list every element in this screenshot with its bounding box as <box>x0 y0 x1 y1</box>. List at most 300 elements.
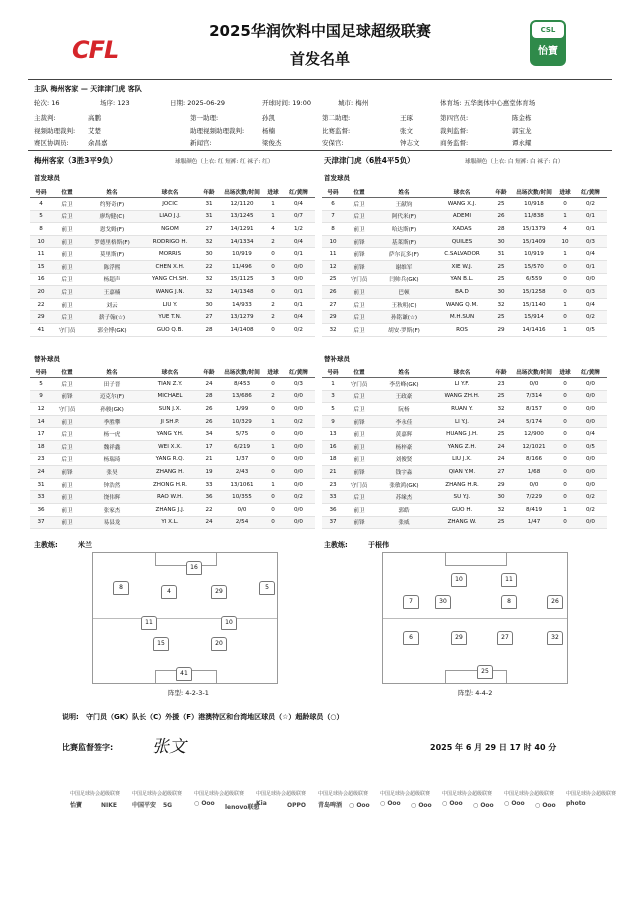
player-cell: 4 <box>556 223 574 236</box>
home-coach-label: 主教练: <box>34 541 58 549</box>
player-cell: 陈浮熙 <box>82 260 142 273</box>
sponsor-logo: 中国平安 <box>132 802 157 809</box>
player-cell: 前锋 <box>344 235 374 248</box>
player-cell: 张敏鸿(GK) <box>374 478 434 491</box>
player-cell: 14/1334 <box>220 235 264 248</box>
player-cell: 0/0 <box>574 453 607 466</box>
player-row <box>30 260 315 273</box>
player-cell: SUN J.X. <box>142 403 198 416</box>
player-row <box>322 453 607 466</box>
player-shirt: 16 <box>186 561 202 575</box>
official-name: 高鹏 <box>88 114 101 122</box>
player-cell: 8 <box>322 223 344 236</box>
player-cell: 33 <box>322 491 344 504</box>
player-cell: 0/4 <box>282 311 315 324</box>
player-cell: 15/1125 <box>220 273 264 286</box>
player-cell: 31 <box>198 198 220 211</box>
player-cell: 34 <box>198 428 220 441</box>
player-cell: 8 <box>30 223 52 236</box>
column-header: 年龄 <box>198 186 220 198</box>
player-row <box>322 248 607 261</box>
player-row <box>30 248 315 261</box>
player-cell: 前卫 <box>344 223 374 236</box>
player-cell: 1 <box>264 210 282 223</box>
player-cell: 0/0 <box>282 390 315 403</box>
player-cell: 前锋 <box>52 466 82 479</box>
player-cell: 15/1258 <box>512 286 556 299</box>
player-row <box>30 210 315 223</box>
player-cell: 22 <box>198 503 220 516</box>
player-cell: 30 <box>490 286 512 299</box>
player-cell: 18 <box>30 440 52 453</box>
away-subs-table <box>322 366 607 529</box>
player-cell: 0/2 <box>282 323 315 336</box>
player-cell: 32 <box>490 298 512 311</box>
signature-label: 比赛监督签字: <box>62 743 114 752</box>
player-cell: ZHANG H. <box>142 466 198 479</box>
player-cell: 8/166 <box>512 453 556 466</box>
player-cell: 1/37 <box>220 453 264 466</box>
player-cell: GUO Q.B. <box>142 323 198 336</box>
player-row <box>322 428 607 441</box>
player-cell: 1 <box>264 478 282 491</box>
player-cell: 0 <box>556 466 574 479</box>
official-name: 孙凯 <box>262 114 275 122</box>
legend-text: 守门员（GK）队长（C）外援（F）港澳特区和台湾地区球员（☆）超龄球员（○） <box>86 713 344 721</box>
player-cell: 0/0 <box>282 428 315 441</box>
player-row <box>322 286 607 299</box>
player-cell: 11 <box>322 248 344 261</box>
player-cell: 前卫 <box>344 453 374 466</box>
column-header: 号码 <box>322 186 344 198</box>
player-cell: 王政豪 <box>374 390 434 403</box>
player-row <box>30 223 315 236</box>
player-row <box>322 478 607 491</box>
player-cell: 37 <box>322 516 344 529</box>
signature: 张文 <box>152 737 186 757</box>
official-role: 安保官: <box>322 139 344 147</box>
player-cell: 前卫 <box>344 428 374 441</box>
player-cell: 0/0 <box>282 440 315 453</box>
player-cell: 0 <box>556 403 574 416</box>
player-cell: 22 <box>30 298 52 311</box>
player-cell: 14/1408 <box>220 323 264 336</box>
home-starters-table <box>30 186 315 337</box>
player-cell: 0/2 <box>282 415 315 428</box>
player-row <box>30 298 315 311</box>
player-cell: 2 <box>264 390 282 403</box>
player-cell: 后卫 <box>52 440 82 453</box>
player-cell: 0/1 <box>574 223 607 236</box>
player-cell: 1 <box>556 323 574 336</box>
player-cell: 32 <box>198 235 220 248</box>
sponsor-logo: ○ Ooo <box>473 802 494 809</box>
player-cell: YANG Y.H. <box>142 428 198 441</box>
player-row <box>322 378 607 391</box>
player-cell: 前卫 <box>52 478 82 491</box>
player-cell: 守门员 <box>52 323 82 336</box>
player-cell: 26 <box>198 415 220 428</box>
player-cell: 罗德里格斯(F) <box>82 235 142 248</box>
player-cell: 0/3 <box>574 235 607 248</box>
player-cell: 9 <box>322 415 344 428</box>
player-row <box>30 273 315 286</box>
player-cell: 1 <box>264 198 282 211</box>
player-cell: RAO W.H. <box>142 491 198 504</box>
player-cell: 1/2 <box>282 223 315 236</box>
player-cell: 胡安·罗斯(F) <box>374 323 434 336</box>
player-cell: 0/0 <box>512 478 556 491</box>
player-cell: 李岳峰(GK) <box>374 378 434 391</box>
column-header: 出场次数/时间 <box>220 366 264 378</box>
player-cell: 0 <box>264 491 282 504</box>
sponsor-logo: OPPO <box>287 802 306 809</box>
player-cell: 阮杨 <box>374 403 434 416</box>
player-cell: 后卫 <box>52 198 82 211</box>
player-cell: 后卫 <box>344 298 374 311</box>
player-cell: 14/1291 <box>220 223 264 236</box>
player-row <box>322 403 607 416</box>
csl-logo <box>530 20 566 66</box>
player-cell: 守门员 <box>344 273 374 286</box>
official-role: 助理视频助理裁判: <box>190 126 245 135</box>
player-cell: 0/0 <box>282 503 315 516</box>
player-cell: 32 <box>322 323 344 336</box>
player-cell: 后卫 <box>52 378 82 391</box>
player-cell: 27 <box>198 311 220 324</box>
player-cell: 28 <box>198 390 220 403</box>
column-header: 年龄 <box>490 366 512 378</box>
column-header: 进球 <box>264 366 282 378</box>
player-cell: 19 <box>198 466 220 479</box>
player-cell: 0 <box>264 503 282 516</box>
player-cell: 哈达斯(F) <box>374 223 434 236</box>
sponsor-caption: 中国足球协会超级联赛 <box>442 791 493 797</box>
player-cell: GUO H. <box>434 503 490 516</box>
player-cell: LIU Y. <box>142 298 198 311</box>
player-cell: 5/174 <box>512 415 556 428</box>
player-cell: 0 <box>264 428 282 441</box>
player-cell: 前卫 <box>52 248 82 261</box>
player-cell: 阿代米(F) <box>374 210 434 223</box>
player-cell: 8/419 <box>512 503 556 516</box>
official-name: 艾楚 <box>88 126 101 135</box>
home-starters-label: 首发球员 <box>34 174 60 182</box>
player-cell: 21 <box>322 466 344 479</box>
player-cell: 杨超声 <box>82 273 142 286</box>
column-header: 姓名 <box>82 366 142 378</box>
player-cell: 29 <box>490 323 512 336</box>
penalty-box <box>445 670 507 683</box>
legend-label: 说明: <box>62 713 79 721</box>
player-shirt: 26 <box>547 595 563 609</box>
player-cell: 24 <box>490 453 512 466</box>
player-row <box>322 298 607 311</box>
player-cell: 0/0 <box>574 415 607 428</box>
player-cell: 前卫 <box>52 235 82 248</box>
player-cell: 26 <box>322 286 344 299</box>
player-row <box>322 503 607 516</box>
official-name: 张文 <box>400 126 413 135</box>
player-cell: 0 <box>556 390 574 403</box>
sponsor-logo: ○ Ooo <box>504 800 525 807</box>
player-cell: 约努奇(F) <box>82 198 142 211</box>
column-header: 位置 <box>52 366 82 378</box>
player-cell: WANG X.J. <box>434 198 490 211</box>
player-row <box>30 390 315 403</box>
player-cell: 10/919 <box>512 248 556 261</box>
player-row <box>322 440 607 453</box>
official-name: 郭宝龙 <box>512 126 532 135</box>
player-cell: 闫帅兵(GK) <box>374 273 434 286</box>
player-cell: LIAO J.J. <box>142 210 198 223</box>
column-header: 位置 <box>344 186 374 198</box>
player-cell: 29 <box>322 311 344 324</box>
player-cell: 0 <box>556 415 574 428</box>
player-cell: 2/54 <box>220 516 264 529</box>
player-cell: 0/3 <box>282 378 315 391</box>
player-shirt: 7 <box>403 595 419 609</box>
player-cell: 后卫 <box>52 210 82 223</box>
player-cell: 前锋 <box>344 516 374 529</box>
player-cell: 0/0 <box>574 466 607 479</box>
player-cell: 41 <box>30 323 52 336</box>
player-cell: 0 <box>556 260 574 273</box>
city: 城市: 梅州 <box>338 99 369 107</box>
player-cell: 易县龙 <box>82 516 142 529</box>
player-cell: 迈克尔(F) <box>82 390 142 403</box>
player-cell: 前卫 <box>52 503 82 516</box>
home-subs-table <box>30 366 315 529</box>
player-row <box>30 466 315 479</box>
player-cell: ZHANG J.J. <box>142 503 198 516</box>
player-cell: 孙骏(GK) <box>82 403 142 416</box>
player-cell: 0/0 <box>282 466 315 479</box>
player-cell: 0/0 <box>282 478 315 491</box>
divider <box>28 79 612 80</box>
player-cell: 张家杰 <box>82 503 142 516</box>
player-shirt: 29 <box>211 585 227 599</box>
player-cell: 1 <box>264 440 282 453</box>
player-cell: ADEMI <box>434 210 490 223</box>
player-cell: 季胜攀 <box>82 415 142 428</box>
player-cell: ROS <box>434 323 490 336</box>
official-role: 商务监督: <box>440 139 469 147</box>
official-name: 杨楠 <box>262 126 275 135</box>
player-cell: 28 <box>490 223 512 236</box>
player-cell: 前卫 <box>52 516 82 529</box>
player-cell: 25 <box>490 311 512 324</box>
player-cell: 24 <box>490 415 512 428</box>
player-cell: 31 <box>490 248 512 261</box>
column-header: 红/黄牌 <box>282 186 315 198</box>
player-cell: 0 <box>556 491 574 504</box>
player-cell: SU Y.J. <box>434 491 490 504</box>
column-header: 红/黄牌 <box>574 366 607 378</box>
player-cell: M.H.SUN <box>434 311 490 324</box>
player-cell: 16 <box>322 440 344 453</box>
player-row <box>30 378 315 391</box>
player-cell: 37 <box>30 516 52 529</box>
player-cell: 前卫 <box>52 298 82 311</box>
player-shirt: 15 <box>153 637 169 651</box>
player-cell: YI X.L. <box>142 516 198 529</box>
sponsor-logo: ○ Ooo <box>349 802 370 809</box>
halfway-line <box>383 618 567 619</box>
player-cell: 0 <box>556 516 574 529</box>
away-coach: 于根伟 <box>368 541 389 549</box>
player-cell: 0/0 <box>282 273 315 286</box>
player-cell: 张昊 <box>82 466 142 479</box>
player-cell: 3 <box>264 273 282 286</box>
player-cell: 前锋 <box>52 390 82 403</box>
player-row <box>322 466 607 479</box>
player-cell: MORRIS <box>142 248 198 261</box>
player-cell: XIE W.J. <box>434 260 490 273</box>
player-shirt: 10 <box>221 616 237 630</box>
official-name: 梁俊杰 <box>262 139 282 147</box>
player-cell: 0 <box>264 248 282 261</box>
player-row <box>30 286 315 299</box>
player-row <box>30 491 315 504</box>
player-cell: 15/1379 <box>512 223 556 236</box>
column-header: 球衣名 <box>434 366 490 378</box>
match-number: 场序: 123 <box>100 99 130 107</box>
player-cell: 0 <box>556 198 574 211</box>
sponsor-logo: 怡寶 <box>70 802 83 809</box>
player-cell: 前卫 <box>52 223 82 236</box>
player-cell: 前锋 <box>344 260 374 273</box>
official-role: 视频助理裁判: <box>34 126 76 135</box>
column-header: 球衣名 <box>142 366 198 378</box>
csl-logo-text: 怡寶 <box>538 46 558 57</box>
player-cell: 0 <box>556 311 574 324</box>
column-header: 进球 <box>264 186 282 198</box>
player-shirt: 8 <box>501 595 517 609</box>
player-cell: 23 <box>322 478 344 491</box>
player-cell: YANG CH.SH. <box>142 273 198 286</box>
player-row <box>30 428 315 441</box>
player-row <box>30 323 315 336</box>
player-cell: 24 <box>490 440 512 453</box>
player-cell: 12 <box>322 260 344 273</box>
player-cell: 29 <box>490 478 512 491</box>
away-team-name: 天津津门虎（6胜4平5负） <box>324 156 415 165</box>
player-cell: 13/1245 <box>220 210 264 223</box>
official-name: 王琢 <box>400 114 413 122</box>
player-cell: 24 <box>30 466 52 479</box>
player-cell: 巴顿 <box>374 286 434 299</box>
player-cell: 黄嘉辉 <box>374 428 434 441</box>
player-cell: 0/1 <box>574 210 607 223</box>
home-subs-label: 替补球员 <box>34 355 60 363</box>
player-cell: 1 <box>556 210 574 223</box>
player-cell: 0/0 <box>574 378 607 391</box>
player-cell: 0/2 <box>574 503 607 516</box>
player-cell: 5 <box>322 403 344 416</box>
player-cell: 28 <box>198 323 220 336</box>
player-cell: 24 <box>198 516 220 529</box>
player-cell: 30 <box>198 298 220 311</box>
player-cell: 0/1 <box>574 260 607 273</box>
player-cell: ZHANG H.R. <box>434 478 490 491</box>
player-cell: 0 <box>556 440 574 453</box>
player-cell: 10/355 <box>220 491 264 504</box>
player-cell: 0/0 <box>574 403 607 416</box>
page-subtitle: 首发名单 <box>289 50 350 68</box>
player-cell: QUILES <box>434 235 490 248</box>
away-starters-table <box>322 186 607 337</box>
official-role: 第四官员: <box>440 114 469 122</box>
column-header: 球衣名 <box>142 186 198 198</box>
player-cell: WANG J.N. <box>142 286 198 299</box>
player-cell: 36 <box>30 503 52 516</box>
player-cell: 15/1140 <box>512 298 556 311</box>
round-label: 轮次: 16 <box>34 99 60 107</box>
player-cell: 杨梓豪 <box>374 440 434 453</box>
player-cell: 26 <box>490 210 512 223</box>
column-header: 红/黄牌 <box>282 366 315 378</box>
player-cell: 26 <box>198 403 220 416</box>
player-cell: LI Y.F. <box>434 378 490 391</box>
player-cell: 36 <box>198 491 220 504</box>
official-role: 赛区协调员: <box>34 139 69 147</box>
player-cell: 0 <box>556 378 574 391</box>
player-cell: MICHAEL <box>142 390 198 403</box>
away-subs-label: 替补球员 <box>324 355 350 363</box>
player-row <box>322 323 607 336</box>
player-cell: 32 <box>198 273 220 286</box>
player-cell: 0/1 <box>282 286 315 299</box>
sponsor-logo: ○ Ooo <box>442 800 463 807</box>
column-header: 姓名 <box>82 186 142 198</box>
player-cell: 32 <box>490 403 512 416</box>
player-cell: 萨尔瓦多(F) <box>374 248 434 261</box>
player-cell: 13/1061 <box>220 478 264 491</box>
player-cell: 0 <box>264 403 282 416</box>
player-row <box>30 235 315 248</box>
player-cell: 0 <box>264 323 282 336</box>
home-formation: 阵型: 4-2-3-1 <box>168 689 209 697</box>
sponsor-logo: photo <box>566 800 586 807</box>
player-cell: 1 <box>322 378 344 391</box>
player-shirt: 20 <box>211 637 227 651</box>
player-cell: WANG ZH.H. <box>434 390 490 403</box>
player-cell: 后卫 <box>52 273 82 286</box>
player-cell: 0 <box>264 466 282 479</box>
player-row <box>322 491 607 504</box>
player-cell: 25 <box>490 198 512 211</box>
player-cell: 苏缘杰 <box>374 491 434 504</box>
player-cell: 15 <box>30 260 52 273</box>
player-cell: 后卫 <box>344 210 374 223</box>
player-cell: 25 <box>490 390 512 403</box>
player-cell: 王嘉楠 <box>82 286 142 299</box>
player-cell: 刘俊贤 <box>374 453 434 466</box>
player-cell: 1 <box>556 503 574 516</box>
player-cell: 前锋 <box>344 415 374 428</box>
player-row <box>30 516 315 529</box>
player-shirt: 25 <box>477 665 493 679</box>
player-cell: 0/4 <box>574 248 607 261</box>
away-starters-label: 首发球员 <box>324 174 350 182</box>
player-cell: NGOM <box>142 223 198 236</box>
player-cell: YUE T.N. <box>142 311 198 324</box>
player-cell: 7/229 <box>512 491 556 504</box>
sponsor-caption: 中国足球协会超级联赛 <box>132 791 183 797</box>
player-cell: 0/2 <box>574 198 607 211</box>
player-shirt: 10 <box>451 573 467 587</box>
